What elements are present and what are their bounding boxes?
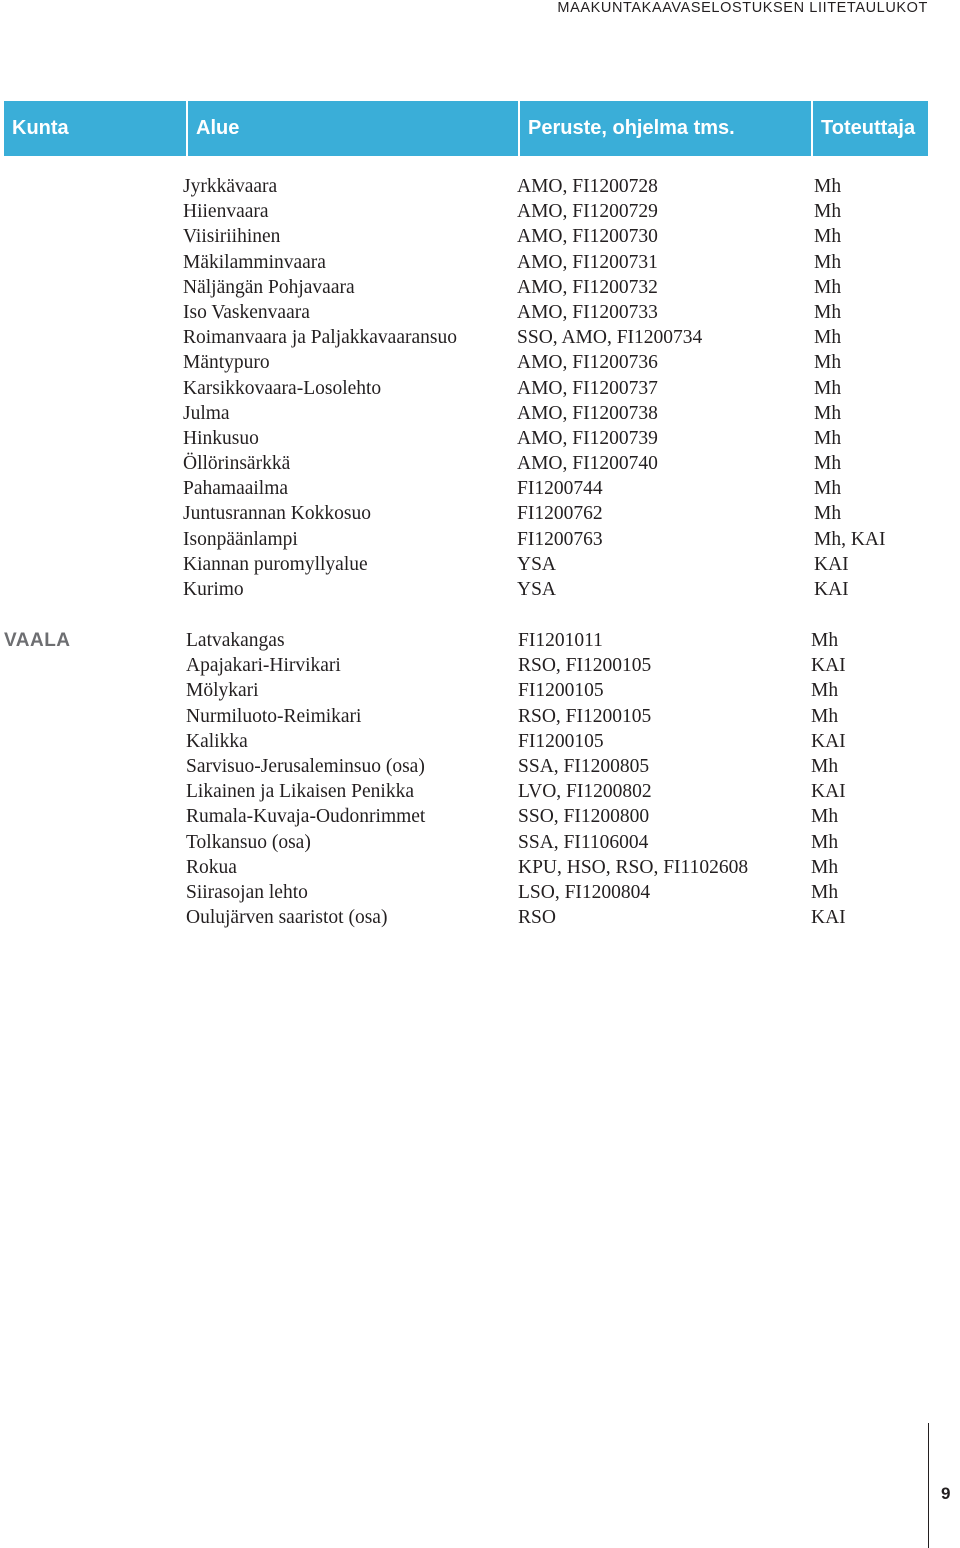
toteuttaja-cell: Mh [814, 352, 842, 374]
alue-cell: Mäkilamminvaara [183, 251, 326, 273]
table-row [0, 628, 960, 653]
toteuttaja-cell: KAI [811, 907, 846, 929]
toteuttaja-cell: Mh [811, 630, 839, 651]
alue-cell: Juntusrannan Kokkosuo [183, 503, 371, 525]
toteuttaja-cell: Mh [814, 503, 842, 525]
toteuttaja-cell: Mh [814, 402, 842, 424]
table-row [0, 275, 960, 300]
alue-cell: Kiannan puromyllyalue [183, 553, 368, 575]
running-header: MAAKUNTAKAAVASELOSTUKSEN LIITETAULUKOT [557, 0, 928, 16]
peruste-cell: LSO, FI1200804 [518, 881, 651, 903]
toteuttaja-cell: Mh [814, 226, 842, 248]
table-row [0, 804, 960, 829]
alue-cell: Roimanvaara ja Paljakkavaaransuo [183, 327, 457, 349]
peruste-cell: AMO, FI1200738 [517, 402, 658, 424]
toteuttaja-cell: Mh [814, 176, 842, 197]
column-header-kunta: Kunta [12, 117, 69, 139]
peruste-cell: SSO, AMO, FI1200734 [517, 327, 703, 349]
alue-cell: Mäntypuro [183, 352, 270, 374]
table-row [0, 451, 960, 476]
table-row [0, 325, 960, 350]
alue-cell: Apajakari-Hirvikari [186, 655, 341, 677]
alue-cell: Jyrkkävaara [183, 176, 278, 197]
table-row [0, 729, 960, 754]
table-row [0, 174, 960, 199]
toteuttaja-cell: Mh [811, 680, 839, 702]
alue-cell: Pahamaailma [183, 478, 289, 500]
peruste-cell: FI1200763 [517, 528, 603, 550]
peruste-cell: AMO, FI1200737 [517, 377, 658, 399]
peruste-cell: AMO, FI1200728 [517, 176, 658, 197]
peruste-cell: RSO, FI1200105 [518, 655, 652, 677]
table-group-vaala [0, 628, 960, 930]
table-row [0, 224, 960, 249]
toteuttaja-cell: KAI [814, 579, 849, 600]
peruste-cell: RSO [518, 907, 556, 929]
toteuttaja-cell: Mh [814, 377, 842, 399]
alue-cell: Sarvisuo-Jerusaleminsuo (osa) [186, 755, 425, 777]
table-row [0, 577, 960, 602]
alue-cell: Näljängän Pohjavaara [183, 276, 355, 298]
peruste-cell: AMO, FI1200739 [517, 427, 658, 449]
peruste-cell: AMO, FI1200740 [517, 453, 658, 475]
table-group [0, 174, 960, 602]
peruste-cell: FI1200105 [518, 680, 604, 702]
table-row [0, 779, 960, 804]
table-row [0, 527, 960, 552]
peruste-cell: FI1201011 [518, 630, 603, 651]
alue-cell: Julma [183, 402, 230, 424]
peruste-cell: SSA, FI1106004 [518, 831, 649, 853]
alue-cell: Iso Vaskenvaara [183, 301, 310, 323]
peruste-cell: SSO, FI1200800 [518, 806, 650, 828]
table-row [0, 401, 960, 426]
table-row [0, 855, 960, 880]
peruste-cell: FI1200105 [518, 730, 604, 752]
toteuttaja-cell: Mh [814, 251, 842, 273]
peruste-cell: AMO, FI1200729 [517, 201, 658, 223]
alue-cell: Kalikka [186, 730, 248, 752]
toteuttaja-cell: Mh [814, 276, 842, 298]
alue-cell: Hinkusuo [183, 427, 259, 449]
toteuttaja-cell: Mh [814, 427, 842, 449]
toteuttaja-cell: Mh [814, 453, 842, 475]
peruste-cell: RSO, FI1200105 [518, 705, 652, 727]
toteuttaja-cell: Mh [811, 806, 839, 828]
toteuttaja-cell: Mh [814, 301, 842, 323]
alue-cell: Rokua [186, 856, 237, 878]
page-number: 9 [941, 1484, 951, 1503]
table-row [0, 552, 960, 577]
alue-cell: Latvakangas [186, 630, 285, 651]
toteuttaja-cell: Mh [811, 755, 839, 777]
peruste-cell: AMO, FI1200731 [517, 251, 658, 273]
toteuttaja-cell: KAI [811, 655, 846, 677]
table-row [0, 376, 960, 401]
kunta-label: VAALA [4, 630, 71, 651]
peruste-cell: FI1200762 [517, 503, 603, 525]
table-row [0, 250, 960, 275]
table-row [0, 830, 960, 855]
peruste-cell: KPU, HSO, RSO, FI1102608 [518, 856, 749, 878]
peruste-cell: LVO, FI1200802 [518, 781, 652, 803]
toteuttaja-cell: Mh [811, 705, 839, 727]
table-row [0, 905, 960, 930]
toteuttaja-cell: KAI [811, 781, 846, 803]
peruste-cell: FI1200744 [517, 478, 603, 500]
toteuttaja-cell: Mh [814, 327, 842, 349]
toteuttaja-cell: KAI [814, 553, 849, 575]
peruste-cell: YSA [517, 553, 557, 575]
table-row [0, 754, 960, 779]
alue-cell: Hiienvaara [183, 201, 269, 223]
peruste-cell: AMO, FI1200730 [517, 226, 658, 248]
column-header-peruste: Peruste, ohjelma tms. [518, 101, 811, 156]
table-row [0, 704, 960, 729]
table-row [0, 501, 960, 526]
table-row [0, 199, 960, 224]
alue-cell: Kurimo [183, 579, 244, 600]
alue-cell: Siirasojan lehto [186, 881, 308, 903]
page-number-divider [928, 1423, 929, 1548]
alue-cell: Isonpäänlampi [183, 528, 298, 550]
column-header-alue: Alue [186, 101, 518, 156]
peruste-cell: SSA, FI1200805 [518, 755, 650, 777]
alue-cell: Viisiriihinen [183, 226, 281, 248]
table-row [0, 678, 960, 703]
alue-cell: Rumala-Kuvaja-Oudonrimmet [186, 806, 426, 828]
column-header-toteuttaja: Toteuttaja [811, 101, 928, 156]
table-row [0, 880, 960, 905]
peruste-cell: YSA [517, 579, 557, 600]
toteuttaja-cell: KAI [811, 730, 846, 752]
table-row [0, 476, 960, 501]
peruste-cell: AMO, FI1200733 [517, 301, 658, 323]
alue-cell: Mölykari [186, 680, 259, 702]
alue-cell: Karsikkovaara-Losolehto [183, 377, 382, 399]
alue-cell: Nurmiluoto-Reimikari [186, 705, 362, 727]
alue-cell: Öllörinsärkkä [183, 453, 291, 475]
table-row [0, 653, 960, 678]
table-header [4, 101, 928, 156]
table-row [0, 350, 960, 375]
toteuttaja-cell: Mh [811, 831, 839, 853]
toteuttaja-cell: Mh [814, 201, 842, 223]
toteuttaja-cell: Mh [811, 856, 839, 878]
alue-cell: Oulujärven saaristot (osa) [186, 907, 388, 929]
peruste-cell: AMO, FI1200736 [517, 352, 658, 374]
toteuttaja-cell: Mh, KAI [814, 528, 886, 550]
alue-cell: Tolkansuo (osa) [186, 831, 311, 853]
table-row [0, 300, 960, 325]
peruste-cell: AMO, FI1200732 [517, 276, 658, 298]
toteuttaja-cell: Mh [811, 881, 839, 903]
table-row [0, 426, 960, 451]
alue-cell: Likainen ja Likaisen Penikka [186, 781, 414, 803]
toteuttaja-cell: Mh [814, 478, 842, 500]
